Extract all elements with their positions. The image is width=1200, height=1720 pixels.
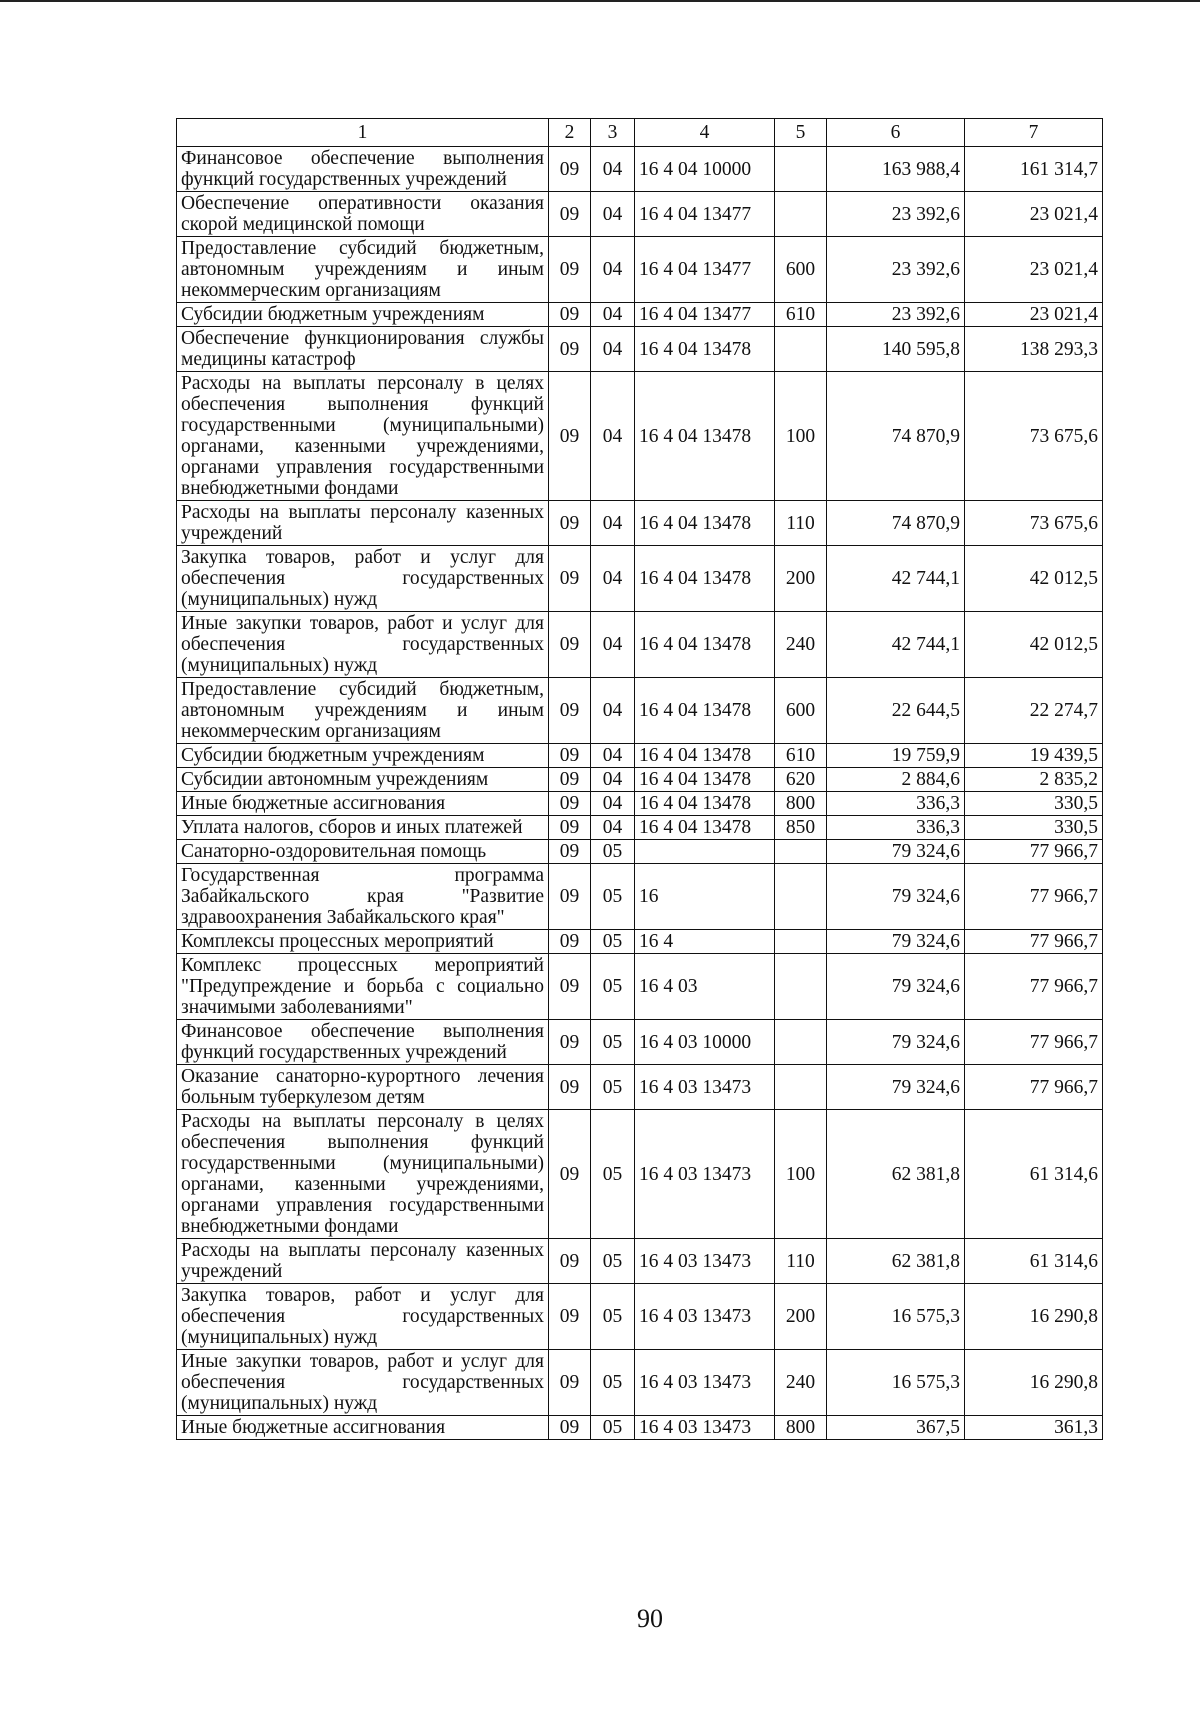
row-name: Обеспечение функционирования службы медицины катастроф <box>177 327 549 372</box>
row-amount-year-1: 79 324,6 <box>827 1020 965 1065</box>
table-row <box>177 192 1103 237</box>
row-amount-year-2: 16 290,8 <box>965 1350 1103 1416</box>
row-amount-year-1: 16 575,3 <box>827 1284 965 1350</box>
row-subsection: 04 <box>591 303 635 327</box>
row-section: 09 <box>549 1020 591 1065</box>
row-target-code: 16 4 03 13473 <box>635 1065 775 1110</box>
row-subsection: 04 <box>591 678 635 744</box>
header-col-2: 2 <box>549 119 591 147</box>
row-amount-year-2: 330,5 <box>965 816 1103 840</box>
table-row <box>177 792 1103 816</box>
row-amount-year-2: 42 012,5 <box>965 612 1103 678</box>
row-section: 09 <box>549 1239 591 1284</box>
row-amount-year-1: 336,3 <box>827 816 965 840</box>
row-section: 09 <box>549 327 591 372</box>
row-amount-year-2: 23 021,4 <box>965 237 1103 303</box>
row-section: 09 <box>549 546 591 612</box>
row-expense-type: 240 <box>775 1350 827 1416</box>
row-section: 09 <box>549 954 591 1020</box>
row-expense-type: 850 <box>775 816 827 840</box>
row-subsection: 04 <box>591 372 635 501</box>
row-name: Комплексы процессных мероприятий <box>177 930 549 954</box>
row-subsection: 05 <box>591 840 635 864</box>
row-target-code: 16 4 04 13478 <box>635 768 775 792</box>
row-name: Государственная программа Забайкальского края "Развитие здравоохранения Забайкальского края" <box>177 864 549 930</box>
row-amount-year-1: 22 644,5 <box>827 678 965 744</box>
row-amount-year-2: 77 966,7 <box>965 954 1103 1020</box>
row-section: 09 <box>549 930 591 954</box>
row-target-code: 16 4 03 13473 <box>635 1350 775 1416</box>
row-amount-year-1: 79 324,6 <box>827 840 965 864</box>
row-target-code: 16 4 04 13478 <box>635 612 775 678</box>
row-amount-year-2: 19 439,5 <box>965 744 1103 768</box>
row-amount-year-1: 42 744,1 <box>827 546 965 612</box>
row-amount-year-2: 161 314,7 <box>965 147 1103 192</box>
row-expense-type <box>775 864 827 930</box>
row-expense-type: 100 <box>775 1110 827 1239</box>
row-expense-type: 610 <box>775 303 827 327</box>
row-subsection: 05 <box>591 1416 635 1440</box>
row-target-code: 16 4 <box>635 930 775 954</box>
table-row <box>177 612 1103 678</box>
row-section: 09 <box>549 792 591 816</box>
row-subsection: 05 <box>591 930 635 954</box>
row-section: 09 <box>549 816 591 840</box>
row-amount-year-2: 77 966,7 <box>965 1020 1103 1065</box>
row-amount-year-1: 79 324,6 <box>827 954 965 1020</box>
row-amount-year-1: 79 324,6 <box>827 930 965 954</box>
row-section: 09 <box>549 501 591 546</box>
row-target-code: 16 <box>635 864 775 930</box>
row-target-code <box>635 840 775 864</box>
row-amount-year-2: 22 274,7 <box>965 678 1103 744</box>
table-row <box>177 1350 1103 1416</box>
table-row <box>177 1239 1103 1284</box>
row-name: Расходы на выплаты персоналу казенных учреждений <box>177 1239 549 1284</box>
row-expense-type: 610 <box>775 744 827 768</box>
row-target-code: 16 4 03 <box>635 954 775 1020</box>
row-name: Иные бюджетные ассигнования <box>177 792 549 816</box>
row-amount-year-1: 23 392,6 <box>827 237 965 303</box>
table-row <box>177 501 1103 546</box>
row-subsection: 04 <box>591 237 635 303</box>
row-target-code: 16 4 04 13478 <box>635 816 775 840</box>
row-section: 09 <box>549 1350 591 1416</box>
header-col-1: 1 <box>177 119 549 147</box>
row-name: Субсидии бюджетным учреждениям <box>177 744 549 768</box>
row-name: Закупка товаров, работ и услуг для обеспечения государственных (муниципальных) нужд <box>177 546 549 612</box>
row-name: Предоставление субсидий бюджетным, автономным учреждениям и иным некоммерческим организациям <box>177 678 549 744</box>
row-section: 09 <box>549 1065 591 1110</box>
row-expense-type: 600 <box>775 237 827 303</box>
row-target-code: 16 4 04 13478 <box>635 792 775 816</box>
row-amount-year-2: 73 675,6 <box>965 501 1103 546</box>
row-expense-type <box>775 840 827 864</box>
row-name: Расходы на выплаты персоналу казенных учреждений <box>177 501 549 546</box>
row-target-code: 16 4 03 13473 <box>635 1110 775 1239</box>
row-section: 09 <box>549 678 591 744</box>
page-number: 90 <box>637 1604 663 1633</box>
row-expense-type <box>775 147 827 192</box>
row-amount-year-1: 2 884,6 <box>827 768 965 792</box>
header-col-5: 5 <box>775 119 827 147</box>
row-amount-year-1: 74 870,9 <box>827 372 965 501</box>
row-expense-type: 800 <box>775 792 827 816</box>
row-expense-type: 600 <box>775 678 827 744</box>
table-row <box>177 327 1103 372</box>
table-row <box>177 546 1103 612</box>
row-target-code: 16 4 03 13473 <box>635 1239 775 1284</box>
table-row <box>177 954 1103 1020</box>
row-target-code: 16 4 04 13478 <box>635 744 775 768</box>
row-amount-year-2: 61 314,6 <box>965 1110 1103 1239</box>
row-amount-year-1: 79 324,6 <box>827 1065 965 1110</box>
row-target-code: 16 4 04 13478 <box>635 546 775 612</box>
row-subsection: 04 <box>591 792 635 816</box>
row-subsection: 04 <box>591 546 635 612</box>
header-col-3: 3 <box>591 119 635 147</box>
row-expense-type <box>775 192 827 237</box>
row-expense-type: 200 <box>775 546 827 612</box>
row-expense-type: 110 <box>775 501 827 546</box>
row-subsection: 04 <box>591 192 635 237</box>
table-row <box>177 678 1103 744</box>
row-amount-year-2: 77 966,7 <box>965 864 1103 930</box>
row-amount-year-2: 330,5 <box>965 792 1103 816</box>
row-target-code: 16 4 03 13473 <box>635 1416 775 1440</box>
row-name: Санаторно-оздоровительная помощь <box>177 840 549 864</box>
row-subsection: 05 <box>591 1284 635 1350</box>
row-subsection: 04 <box>591 327 635 372</box>
row-section: 09 <box>549 192 591 237</box>
table-row <box>177 768 1103 792</box>
row-expense-type <box>775 1020 827 1065</box>
header-col-6: 6 <box>827 119 965 147</box>
row-amount-year-2: 77 966,7 <box>965 930 1103 954</box>
row-amount-year-2: 23 021,4 <box>965 192 1103 237</box>
row-section: 09 <box>549 303 591 327</box>
table-row <box>177 372 1103 501</box>
row-amount-year-2: 2 835,2 <box>965 768 1103 792</box>
row-section: 09 <box>549 237 591 303</box>
row-expense-type: 620 <box>775 768 827 792</box>
row-target-code: 16 4 03 13473 <box>635 1284 775 1350</box>
row-section: 09 <box>549 1416 591 1440</box>
row-name: Закупка товаров, работ и услуг для обеспечения государственных (муниципальных) нужд <box>177 1284 549 1350</box>
row-name: Расходы на выплаты персоналу в целях обеспечения выполнения функций государственными (муниципальными) органами, казенными учреждениями, органами управления государственными внебюджетными фондами <box>177 372 549 501</box>
row-amount-year-2: 16 290,8 <box>965 1284 1103 1350</box>
table-row <box>177 864 1103 930</box>
table-row <box>177 147 1103 192</box>
row-amount-year-2: 77 966,7 <box>965 1065 1103 1110</box>
table-row <box>177 930 1103 954</box>
row-expense-type <box>775 1065 827 1110</box>
row-amount-year-1: 74 870,9 <box>827 501 965 546</box>
row-section: 09 <box>549 1110 591 1239</box>
header-row <box>177 119 1103 147</box>
row-amount-year-2: 361,3 <box>965 1416 1103 1440</box>
table-row <box>177 1110 1103 1239</box>
row-amount-year-1: 140 595,8 <box>827 327 965 372</box>
row-expense-type <box>775 954 827 1020</box>
table-row <box>177 1020 1103 1065</box>
row-section: 09 <box>549 612 591 678</box>
row-amount-year-1: 23 392,6 <box>827 192 965 237</box>
table-row <box>177 303 1103 327</box>
row-name: Иные бюджетные ассигнования <box>177 1416 549 1440</box>
table-row <box>177 816 1103 840</box>
row-section: 09 <box>549 147 591 192</box>
row-subsection: 04 <box>591 612 635 678</box>
row-subsection: 04 <box>591 768 635 792</box>
row-name: Уплата налогов, сборов и иных платежей <box>177 816 549 840</box>
row-name: Иные закупки товаров, работ и услуг для обеспечения государственных (муниципальных) нужд <box>177 1350 549 1416</box>
row-amount-year-1: 163 988,4 <box>827 147 965 192</box>
row-subsection: 04 <box>591 816 635 840</box>
row-amount-year-2: 138 293,3 <box>965 327 1103 372</box>
table-row <box>177 1284 1103 1350</box>
row-expense-type <box>775 327 827 372</box>
row-amount-year-2: 23 021,4 <box>965 303 1103 327</box>
row-amount-year-2: 73 675,6 <box>965 372 1103 501</box>
row-subsection: 04 <box>591 147 635 192</box>
row-expense-type: 110 <box>775 1239 827 1284</box>
row-section: 09 <box>549 744 591 768</box>
row-section: 09 <box>549 864 591 930</box>
row-expense-type: 240 <box>775 612 827 678</box>
table-row <box>177 237 1103 303</box>
row-subsection: 05 <box>591 864 635 930</box>
row-amount-year-1: 336,3 <box>827 792 965 816</box>
row-target-code: 16 4 04 13478 <box>635 327 775 372</box>
row-amount-year-2: 61 314,6 <box>965 1239 1103 1284</box>
row-expense-type <box>775 930 827 954</box>
row-section: 09 <box>549 840 591 864</box>
row-name: Оказание санаторно-курортного лечения больным туберкулезом детям <box>177 1065 549 1110</box>
header-col-7: 7 <box>965 119 1103 147</box>
row-expense-type: 800 <box>775 1416 827 1440</box>
row-subsection: 05 <box>591 1065 635 1110</box>
row-target-code: 16 4 04 13477 <box>635 237 775 303</box>
row-section: 09 <box>549 372 591 501</box>
row-section: 09 <box>549 768 591 792</box>
row-expense-type: 100 <box>775 372 827 501</box>
row-amount-year-1: 16 575,3 <box>827 1350 965 1416</box>
row-subsection: 04 <box>591 501 635 546</box>
row-amount-year-1: 62 381,8 <box>827 1239 965 1284</box>
table-row <box>177 840 1103 864</box>
budget-table <box>176 118 1103 1440</box>
row-name: Финансовое обеспечение выполнения функций государственных учреждений <box>177 1020 549 1065</box>
row-target-code: 16 4 04 13478 <box>635 678 775 744</box>
row-amount-year-2: 42 012,5 <box>965 546 1103 612</box>
row-name: Предоставление субсидий бюджетным, автономным учреждениям и иным некоммерческим организациям <box>177 237 549 303</box>
row-name: Расходы на выплаты персоналу в целях обеспечения выполнения функций государственными (муниципальными) органами, казенными учреждениями, органами управления государственными внебюджетными фондами <box>177 1110 549 1239</box>
row-target-code: 16 4 04 13478 <box>635 501 775 546</box>
table-row <box>177 1416 1103 1440</box>
row-subsection: 05 <box>591 1110 635 1239</box>
row-amount-year-1: 23 392,6 <box>827 303 965 327</box>
row-subsection: 04 <box>591 744 635 768</box>
row-name: Комплекс процессных мероприятий "Предупреждение и борьба с социально значимыми заболеваниями" <box>177 954 549 1020</box>
row-name: Обеспечение оперативности оказания скорой медицинской помощи <box>177 192 549 237</box>
table-row <box>177 744 1103 768</box>
row-section: 09 <box>549 1284 591 1350</box>
table-row <box>177 1065 1103 1110</box>
row-target-code: 16 4 04 10000 <box>635 147 775 192</box>
row-target-code: 16 4 04 13478 <box>635 372 775 501</box>
row-subsection: 05 <box>591 954 635 1020</box>
row-name: Субсидии автономным учреждениям <box>177 768 549 792</box>
row-target-code: 16 4 04 13477 <box>635 192 775 237</box>
row-amount-year-1: 62 381,8 <box>827 1110 965 1239</box>
page-top-border <box>0 0 1200 2</box>
row-amount-year-2: 77 966,7 <box>965 840 1103 864</box>
row-subsection: 05 <box>591 1239 635 1284</box>
row-subsection: 05 <box>591 1020 635 1065</box>
row-name: Иные закупки товаров, работ и услуг для обеспечения государственных (муниципальных) нужд <box>177 612 549 678</box>
row-target-code: 16 4 04 13477 <box>635 303 775 327</box>
row-expense-type: 200 <box>775 1284 827 1350</box>
row-target-code: 16 4 03 10000 <box>635 1020 775 1065</box>
header-col-4: 4 <box>635 119 775 147</box>
row-name: Субсидии бюджетным учреждениям <box>177 303 549 327</box>
row-amount-year-1: 367,5 <box>827 1416 965 1440</box>
row-amount-year-1: 79 324,6 <box>827 864 965 930</box>
row-subsection: 05 <box>591 1350 635 1416</box>
row-amount-year-1: 19 759,9 <box>827 744 965 768</box>
row-name: Финансовое обеспечение выполнения функций государственных учреждений <box>177 147 549 192</box>
row-amount-year-1: 42 744,1 <box>827 612 965 678</box>
